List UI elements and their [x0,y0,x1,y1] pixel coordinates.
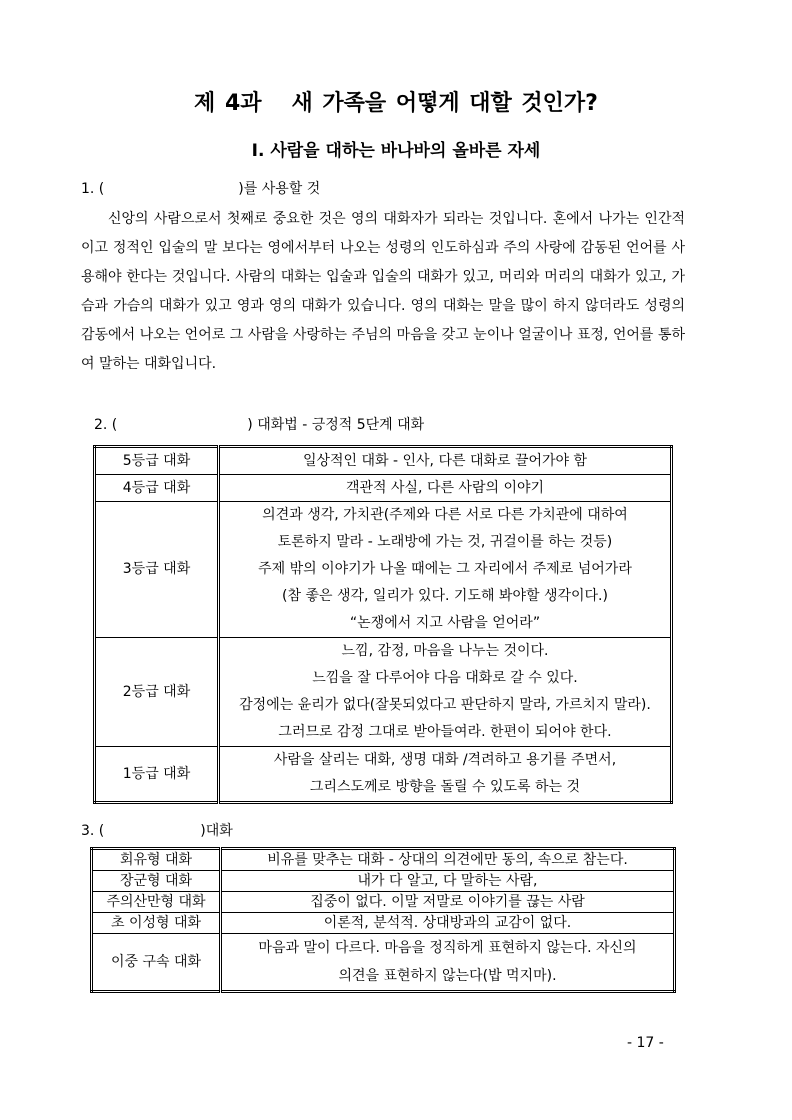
row-line: 그리스도께로 방향을 돌릴 수 있도록 하는 것 [309,779,581,795]
section3-heading [81,820,233,840]
row-line: 그러므로 감정 그대로 받아들여라. 한편이 되어야 한다. [278,724,612,740]
table-row [92,934,675,992]
row-line: 느낌, 감정, 마음을 나누는 것이다. [341,643,549,659]
section1-number: 1. ( [81,181,105,197]
section2-number: 2. ( [94,417,118,433]
row-line: 느낌을 잘 다루어야 다음 대화로 갈 수 있다. [312,670,578,686]
table-row [95,475,672,502]
row-line: 집중이 없다. 이말 저말로 이야기를 끊는 사람 [310,894,585,910]
row-line: 의견과 생각, 가치관(주제와 다른 서로 다른 가치관에 대하여 [262,507,628,523]
row-line: 내가 다 알고, 다 말하는 사람, [357,873,538,889]
dialogue-type-table [90,847,676,993]
table-row [92,913,675,934]
row-content [219,447,672,475]
lesson-number: 제 4과 [194,91,262,116]
row-content [221,849,675,871]
row-line: 마음과 말이 다르다. 마음을 정직하게 표현하지 않는다. 자신의 [258,940,637,956]
row-line: 이론적, 분석적. 상대방과의 교감이 없다. [323,915,572,931]
row-line: (참 좋은 생각, 일리가 있다. 기도해 봐야할 생각이다.) [282,588,608,604]
section1-heading [81,178,320,198]
table-row [95,747,672,803]
table-row [95,638,672,747]
row-label: 1등급 대화 [95,747,219,803]
row-content [219,502,672,638]
row-content [221,892,675,913]
row-content [221,934,675,992]
row-label: 장군형 대화 [92,871,221,892]
row-label: 이중 구속 대화 [92,934,221,992]
page-number: - 17 - [627,1035,664,1051]
section2-heading [94,414,424,434]
section3-suffix: )대화 [200,823,233,839]
row-line: 토론하지 말라 - 노래방에 가는 것, 귀걸이를 하는 것등) [277,534,613,550]
row-line: 비유를 맞추는 대화 - 상대의 의견에만 동의, 속으로 참는다. [267,852,628,868]
row-content [219,638,672,747]
table-row [95,502,672,638]
row-label: 회유형 대화 [92,849,221,871]
row-line: “논쟁에서 지고 사람을 얻어라” [349,615,541,631]
row-line: 주제 밖의 이야기가 나올 때에는 그 자리에서 주제로 넘어가라 [258,561,632,577]
row-content [221,871,675,892]
row-label: 5등급 대화 [95,447,219,475]
row-line: 감정에는 윤리가 없다(잘못되었다고 판단하지 말라, 가르치지 말라). [239,697,651,713]
row-line: 객관적 사실, 다른 사람의 이야기 [345,480,545,496]
lesson-title: 새 가족을 어떻게 대할 것인가? [291,91,598,116]
row-line: 일상적인 대화 - 인사, 다른 대화로 끌어가야 함 [302,453,588,469]
page-title [0,86,792,117]
table-row [92,892,675,913]
row-content [221,913,675,934]
row-label: 3등급 대화 [95,502,219,638]
row-label: 2등급 대화 [95,638,219,747]
section2-suffix: ) 대화법 - 긍정적 5단계 대화 [247,417,425,433]
table-row [92,849,675,871]
five-level-table [93,445,673,804]
row-label: 4등급 대화 [95,475,219,502]
table-row [92,871,675,892]
section1-suffix: )를 사용할 것 [238,181,321,197]
row-label: 초 이성형 대화 [92,913,221,934]
section1-paragraph: 신앙의 사람으로서 첫째로 중요한 것은 영의 대화자가 되라는 것입니다. 혼에서 나가는 인간적이고 정적인 입술의 말 보다는 영에서부터 나오는 성령의 인도하심과 주의 사랑에 감동된 언어를 사용해야 한다는 것입니다. 사람의 대화는 입술과 입술의 대화가 있고, 머리와 머리의 대화가 있고, 가슴과 가슴의 대화가 있고 영과 영의 대화가 있습니다. 영의 대화는 말을 많이 하지 않더라도 성령의 감동에서 나오는 언어로 그 사람을 사랑하는 주님의 마음을 갖고 눈이나 얼굴이나 표정, 언어를 통하여 말하는 대화입니다. [81,211,685,372]
row-content [219,475,672,502]
row-line: 사람을 살리는 대화, 생명 대화 /격려하고 용기를 주면서, [273,752,617,768]
section-title: I. 사람을 대하는 바나바의 올바른 자세 [251,141,541,161]
row-label: 주의산만형 대화 [92,892,221,913]
row-content [219,747,672,803]
row-line: 의견을 표현하지 않는다(밥 먹지마). [338,968,557,984]
section3-number: 3. ( [81,823,105,839]
table-row [95,447,672,475]
